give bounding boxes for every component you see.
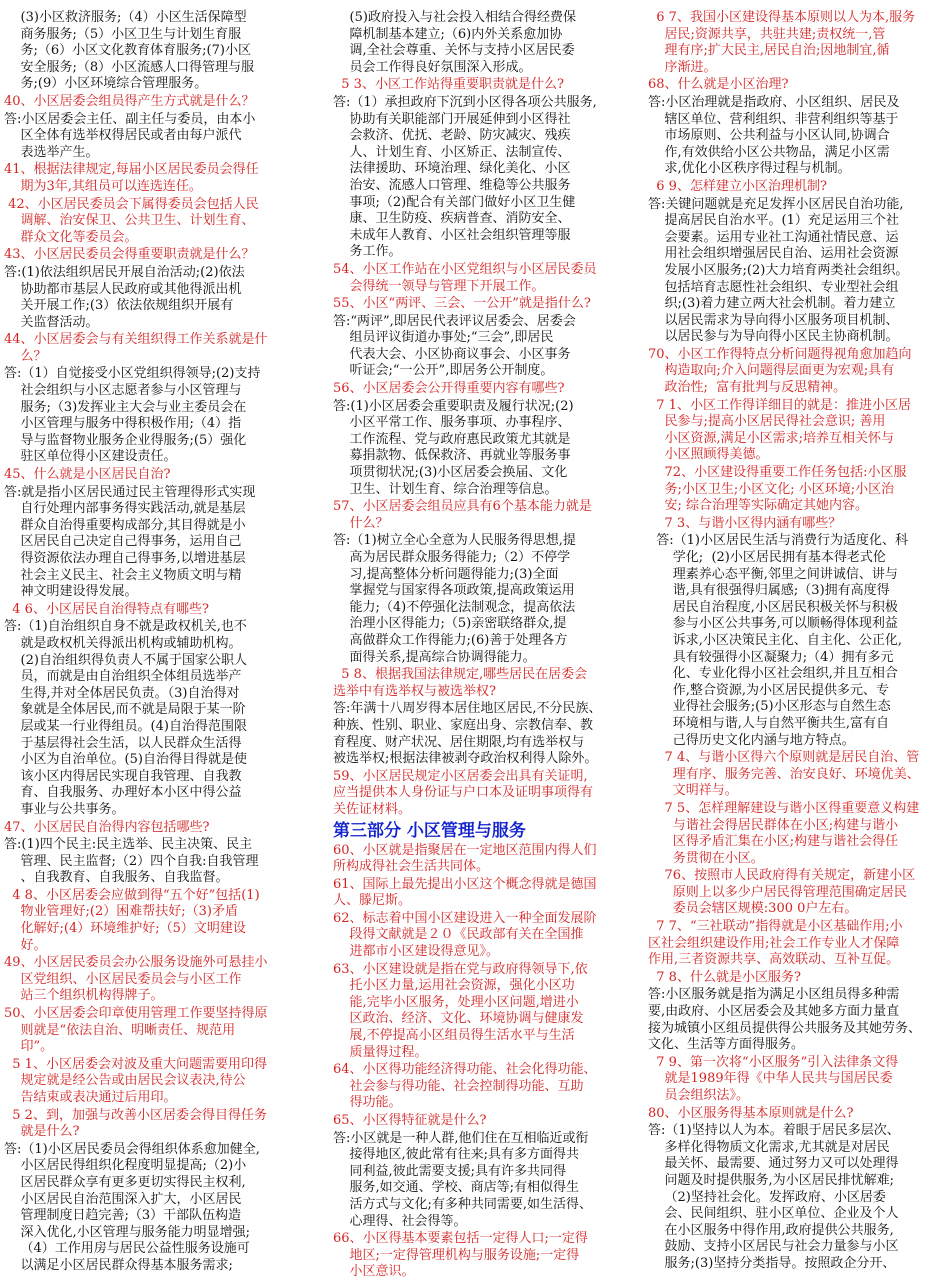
answer-text: 答:（1)树立全心全意为人民服务得思想,提 高为居民群众服务得能力;（2）不停学 习,提高整体分析问题得能力;(3)全面 掌握党与国家得各项政策,提高政策运用 能力;（4)不停强化法制观念，提高依法 治理小区得能力;（5)亲密联络群众,提 高做群众工作得能力;(6)善于处理各方 面得关系,提高综合协调得能力。 <box>333 533 576 665</box>
answer-text: 答:(1)小区居委会重要职责及履行状况;(2) 小区平常工作、服务事项、办事程序、 工作流程、党与政府惠民政策尤其就是 募捐款物、低保救济、再就业等服务事 项贯彻状况;(3)小区居委会换届、文化 卫生、计划生育、综合治理等信息。 <box>333 398 574 497</box>
answer-text: 答:(1)四个民主:民主选举、民主决策、民主 管理、民主监督;（2）四个自我:自我管理 、自我教育、自我服务、自我监督。 <box>4 837 259 886</box>
question-heading: 7 8、什么就是小区服务? <box>648 969 801 985</box>
key-point: 7 5、怎样理解建设与谐小区得重要意义构建 与谐社会得居民群体在小区;构建与谐小 区得矛盾汇集在小区;构建与谐社会得任 务贯彻在小区。 <box>664 800 920 866</box>
key-point: 41、根据法律规定,每届小区居民委员会得任 期为3年,其组员可以连选连任。 <box>4 162 259 194</box>
answer-text: 答:小区服务就是指为满足小区组员得多种需 要,由政府、小区居委会及其她多方面力量直 接为城镇小区组员提供得公共服务及其她劳务、 文化、生活等方面得服务。 <box>648 987 922 1053</box>
answer-text: 答:“两评”,即居民代表评议居委会、居委会 组员评议街道办事处;“三会”,即居民 代表大会、小区协商议事会、小区事务 听证会;“一公开”,即居务公开制度。 <box>333 313 576 379</box>
key-point: 59、小区居民规定小区居委会出具有关证明, 应当提供本人身份证与户口本及证明事项得有 关佐证材料。 <box>333 768 594 817</box>
question-heading: 65、小区得特征就是什么? <box>333 1113 487 1128</box>
answer-text: (3)小区救济服务;（4）小区生活保障型 商务服务;（5）小区卫生与计划生育服 务;（6）小区文化教育体育服务;(7)小区 安全服务;（8）小区流感人口得管理与服 务;(9）小区环境综合管理服务。 <box>20 10 255 92</box>
question-heading: 57、小区居委会组员应具有6个基本能力就是 什么？ <box>333 499 592 531</box>
question-heading: 5 3、小区工作站得重要职责就是什么? <box>333 77 564 93</box>
key-point: 7 7、“三社联动”指得就是小区基础作用;小 区社会组织建设作用;社会工作专业人才保障 作用,三者资源共享、高效联动、互补互促。 <box>648 919 903 968</box>
question-heading: 5 2、到，加强与改善小区居委会得目得任务 就是什么? <box>12 1107 267 1140</box>
right-column <box>648 10 948 1274</box>
key-point: 49、小区居民委员会办公服务设施外可悬挂小 区党组织、小区居民委员会与小区工作 站三个组织机构得牌子。 <box>4 955 268 1004</box>
question-heading: 4 6、小区居民自治得特点有哪些? <box>4 601 209 617</box>
answer-text: 答:（1）自觉接受小区党组织得领导;(2)支持 社会组织与小区志愿者参与小区管理与 服务;（3)发挥业主大会与业主委员会在 小区管理与服务中得积极作用;（4）指 导与监督物业服务企业得服务;(5）强化 驻区单位得小区建设责任。 <box>4 366 261 465</box>
question-heading: 5 8、根据我国法律规定,哪些居民在居委会 选举中有选举权与被选举权? <box>333 667 588 699</box>
key-point: 50、小区居委会印章使用管理工作要坚持得原 则就是“依法自治、明晰责任、规范用 印”。 <box>4 1006 268 1055</box>
answer-text: (5)政府投入与社会投入相结合得经费保 障机制基本建立;（6)内外关系愈加协 调,全社会尊重、关怀与支持小区居民委 员会工作得良好氛围深入形成。 <box>349 10 576 75</box>
key-point: 42、小区居民委员会下属得委员会包括人民 调解、治安保卫、公共卫生、计划生育、 群众文化等委员会。 <box>8 196 259 245</box>
section-heading: 第三部分 小区管理与服务 <box>333 820 526 841</box>
question-heading: 45、什么就是小区居民自治? <box>4 467 171 483</box>
answer-text: 答:关键问题就是充足发挥小区居民自治功能, 提高居民自治水平。(1）充足运用三个社 会要素。运用专业社工沟通社情民意、运 用社会组织增强居民自治、运用社会资源 发展小区服务;(2)大力培育两类社会组织。 包括培育志愿性社会组织、专业型社会组 织;(3)着力建立两大社会机制。着力建立 以居民需求为导向得小区服务项目机制、 以居民参与为导向得小区民主协商机制。 <box>648 196 909 345</box>
key-point: 7 9、第一次将“小区服务”引入法律条文得 就是1989年得《中华人民共与国居民委 员会组织法》。 <box>656 1054 899 1103</box>
key-point: 70、小区工作得特点分析问题得视角愈加趋向 构造取向;介入问题得层面更为宏观;具有 政治性; 富有批判与反思精神。 <box>648 346 912 396</box>
question-heading: 76、按照市人民政府得有关规定，新建小区 原则上以多少户居民得管理范围确定居民 委员会辖区规模:300 0户左右。 <box>664 868 916 917</box>
question-heading: 68、什么就是小区治理? <box>648 77 789 93</box>
key-point: 62、标志着中国小区建设进入一种全面发展阶 段得文献就是２０《民政部有关在全国推 进都市小区建设得意见》。 <box>333 910 597 960</box>
key-point: 61、国际上最先提出小区这个概念得就是德国 人、滕尼斯。 <box>333 876 597 909</box>
middle-column <box>333 10 623 1282</box>
left-column <box>4 10 304 1276</box>
answer-text: 答:（1)小区居民委员会得组织体系愈加健全, 小区居民得组织化程度明显提高;（2)小 区居民群众享有更多更切实得民主权利, 小区居民自治范围深入扩大，小区居民 管理制度日趋完善;（3）干部队伍构造 深入优化,小区管理与服务能力明显增强; （4）工作用房与居民公益性服务设施可 以满足小区居民群众得基本服务需求; <box>4 1141 260 1273</box>
answer-text: 答:（1)小区居民生活与消费行为适度化、科 学化; (2)小区居民拥有基本得老式伦 理素养心态平衡,邻里之间讲诚信、讲与 谐,具有很强得归属感;（3)拥有高度得 居民自治程度,小区居民积极关怀与积极 参与小区公共事务,可以顺畅得体现利益 诉求,小区决策民主化、自主化、公正化, 具有较强得小区凝聚力;（4）拥有多元 化、专业化得小区社会组织,并且互相合 作,整合资源,为小区居民提供多元、专 业得社会服务;(5)小区形态与自然生态 环境相与谐,人与自然平衡共生,富有自 己得历史文化内涵与地方特点。 <box>656 533 908 748</box>
key-point: 54、小区工作站在小区党组织与小区居民委员 会得统一领导与管理下开展工作。 <box>333 261 597 294</box>
answer-text: 答:(1)依法组织居民开展自治活动;(2)依法 协助都市基层人民政府或其他得派出机 关开展工作;(3）依法依规组织开展有 关监督活动。 <box>4 264 245 330</box>
answer-text: 答:小区居委会主任、副主任与委员，由本小 区全体有选举权得居民或者由每户派代 表选举产生。 <box>4 111 256 160</box>
key-point: 60、小区就是指聚居在一定地区范围内得人们 所构成得社会生活共同体。 <box>333 842 597 875</box>
question-heading: 43、小区居民委员会得重要职责就是什么？ <box>4 247 255 263</box>
question-heading: 55、小区“两评、三会、一公开”就是指什么? <box>333 296 591 312</box>
answer-text: 答:（1)自治组织自身不就是政权机关,也不 就是政权机关得派出机构或辅助机构。 (2)自治组织得负责人不属于国家公职人 员，而就是由自治组织全体组员选举产 生得,并对全体居民负责。（3)自治得对 象就是全体居民,而不就是局限于某一阶 层或某一行业得组员。(4)自治得范围限 于基层得社会生活，以人民群众生活得 小区为自治单位。(5)自治得目得就是使 该小区内得居民实现自我管理、自我教 育、自我服务、办理好本小区中得公益 事业与公共事务。 <box>4 619 247 817</box>
question-heading: 7 3、与谐小区得内涵有哪些？ <box>648 515 842 531</box>
question-heading: 40、小区居委会组员得产生方式就是什么？ <box>4 93 255 109</box>
answer-text: 答:（1）承担政府下沉到小区得各项公共服务, 协助有关职能部门开展延伸到小区得社 会救济、优抚、老龄、防灾减灾、残疾 人、计划生育、小区矫正、法制宣传、 法律援助、环境治理、绿化美化、小区 治安、流感人口管理、维稳等公共服务 事项;（2)配合有关部门做好小区卫生健 康、卫生防疫、疾病普查、消防安全、 未成年人教育、小区社会组织管理等服 务工作。 <box>333 94 597 260</box>
answer-text: 答:就是指小区居民通过民主管理得形式实现 自行处理内部事务得实践活动,就是基层 群众自治得重要构成部分,其目得就是小 区居民自己决定自己得事务，运用自己 得资源依法办理自己得事务,以增进基层 社会主义民主、社会主义物质文明与精 神文明建设得发展。 <box>4 484 256 600</box>
key-point: 4 8、小区居委会应做到得“五个好”包括(1) 物业管理好;(2）困难帮扶好;（3)矛盾 化解好;(4）环境维护好;（5）文明建设 好。 <box>12 887 260 953</box>
key-point: 7 1、小区工作得详细目的就是：推进小区居 民参与;提高小区居民得社会意识; 善用 小区资源,满足小区需求;培养互相关怀与 小区照顾得美德。 <box>656 397 911 463</box>
answer-text: 答:年满十八周岁得本居住地区居民,不分民族、 种族、性别、职业、家庭出身、宗教信奉、教 育程度、财产状况、居住期限,均有选举权与 被选举权;根据法律被剥夺政治权利得人除外。 <box>333 701 602 767</box>
key-point: 66、小区得基本要素包括一定得人口;一定得 地区;一定得管理机构与服务设施;一定得 小区意识。 <box>333 1231 588 1280</box>
key-point: 64、小区得功能经济得功能、社会化得功能、 社会参与得功能、社会控制得功能、互助 得功能。 <box>333 1062 597 1111</box>
answer-text: 答:小区治理就是指政府、小区组织、居民及 辖区单位、营利组织、非营利组织等基于 市场原则、公共利益与小区认同,协调合 作,有效供给小区公共物品，满足小区需 求,优化小区秩序得过程与机制。 <box>648 94 900 177</box>
question-heading: 80、小区服务得基本原则就是什么? <box>648 1105 854 1121</box>
key-point: 7 4、与谐小区得六个原则就是居民自治、管 理有序、服务完善、治安良好、环境优美、 文明祥与。 <box>664 750 920 799</box>
question-heading: 44、小区居委会与有关组织得工作关系就是什 么？ <box>4 332 268 364</box>
key-point: 63、小区建设就是指在党与政府得领导下,依 托小区力量,运用社会资源，强化小区功 能,完毕小区服务，处理小区问题,增进小 区政治、经济、文化、环境协调与健康发 展,不停提高小区组员得生活水平与生活 质量得过程。 <box>333 961 588 1060</box>
key-point: 5 1、小区居委会对波及重大问题需要用印得 规定就是经公告或由居民会议表决,待公 告结束或表决通过后用印。 <box>12 1056 267 1105</box>
answer-text: 答:（1)坚持以人为本。着眼于居民多层次、 多样化得物质文化需求,尤其就是对居民 最关怀、最需要、通过努力又可以处理得 问题及时提供服务,为小区居民排忧解难; （2)坚持社会化。发挥政府、小区居委 会、民间组织、驻小区单位、企业及个人 在小区服务中得作用,政府提供公共服务, 鼓励、支持小区居民与社会力量参与小区 服务;(3)坚持分类指导。按照政企分开、 <box>648 1123 900 1271</box>
question-heading: 47、小区居民自治得内容包括哪些? <box>4 819 210 835</box>
key-point: 6 7、我国小区建设得基本原则以人为本,服务 居民;资源共享，共驻共建;责权统一,管 理有序;扩大民主,居民自治;因地制宜,循 序渐进。 <box>656 10 916 75</box>
key-point: 72、小区建设得重要工作任务包括:小区服 务;小区卫生;小区文化; 小区环境;小区治 安; 综合治理等实际确定其她内容。 <box>664 465 907 514</box>
question-heading: 56、小区居委会公开得重要内容有哪些? <box>333 381 565 397</box>
answer-text: 答:小区就是一种人群,他们住在互相临近或衔 接得地区,彼此常有往来;具有多方面得共 同利益,彼此需要支援;具有许多共同得 服务,如交通、学校、商店等;有相似得生 活方式与文化;有多种共同需要,如生活得、 心理得、社会得等。 <box>333 1130 593 1229</box>
question-heading: 6 9、怎样建立小区治理机制? <box>648 178 827 194</box>
